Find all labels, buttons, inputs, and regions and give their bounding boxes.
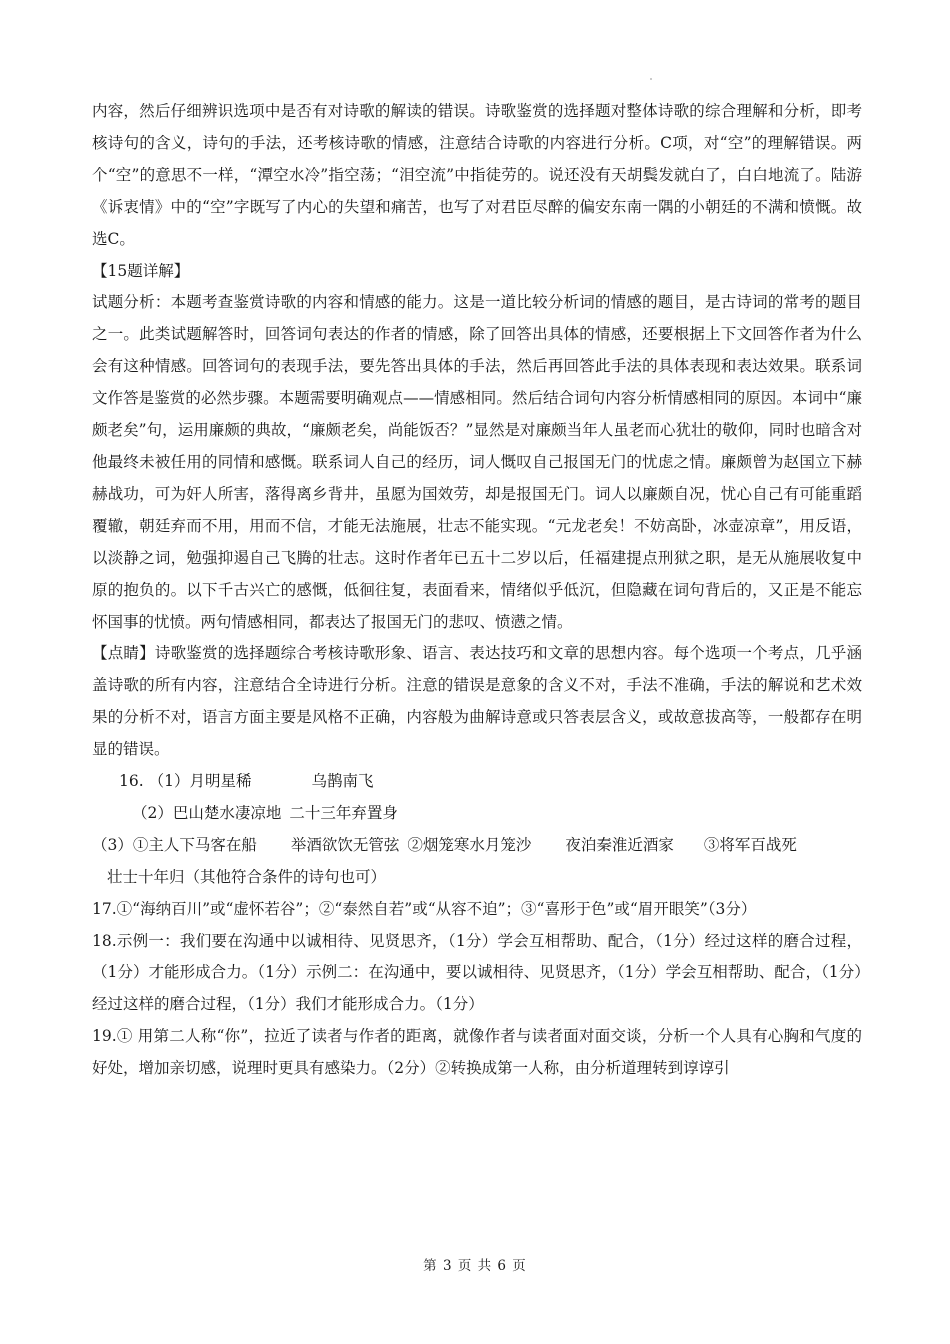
q14-analysis-paragraph: 内容，然后仔细辨识选项中是否有对诗歌的解读的错误。诗歌鉴赏的选择题对整体诗歌的综合理解和分析，即考核诗句的含义，诗句的手法，还考核诗歌的情感，注意结合诗歌的内容进行分析。C项，对“空”的理解错误。两个“空”的意思不一样，“潭空水冷”指空荡；“泪空流”中指徒劳的。说还没有天胡鬓发就白了，白白地流了。陆游《诉衷情》中的“空”字既写了内心的失望和痛苦，也写了对君臣尽醉的偏安东南一隅的小朝廷的不满和愤慨。故选C。 [92, 102, 862, 248]
q16-answer-1b: 乌鹊南飞 [311, 772, 374, 791]
scan-speck [650, 78, 652, 80]
q16-answer-1a: 16. （1）月明星稀 [119, 772, 252, 791]
q15-heading: 【15题详解】 [92, 261, 190, 280]
q15-analysis-paragraph: 试题分析：本题考查鉴赏诗歌的内容和情感的能力。这是一道比较分析词的情感的题目，是古诗词的常考的题目之一。此类试题解答时，回答词句表达的作者的情感，除了回答出具体的情感，还要根据上下文回答作者为什么会有这种情感。回答词句的表现手法，要先答出具体的手法，然后再回答此手法的具体表现和表达效果。联系词文作答是鉴赏的必然步骤。本题需要明确观点——情感相同。然后结合词句内容分析情感相同的原因。本词中“廉颇老矣”句，运用廉颇的典故，“廉颇老矣，尚能饭否？”显然是对廉颇当年人虽老而心犹壮的敬仰，同时也暗含对他最终未被任用的同情和感慨。联系词人自己的经历，词人慨叹自己报国无门的忧虑之情。廉颇曾为赵国立下赫赫战功，可为奸人所害，落得离乡背井，虽愿为国效劳，却是报国无门。词人以廉颇自况，忧心自己有可能重蹈覆辙，朝廷弃而不用，用而不信，才能无法施展，壮志不能实现。“元龙老矣！不妨高卧，冰壶凉章”，用反语，以淡静之词，勉强抑遏自己飞腾的壮志。这时作者年已五十二岁以后，任福建提点刑狱之职，是无从施展收复中原的抱负的。以下千古兴亡的感慨，低徊往复，表面看来，情绪似乎低沉，但隐藏在词句背后的，又正是不能忘怀国事的忧愤。两句情感相同，都表达了报国无门的悲叹、愤懑之情。 [92, 293, 862, 631]
q16-answer-3e: ③将军百战死 [703, 835, 797, 854]
q16-line-1 [92, 766, 862, 798]
dianjing-text: 诗歌鉴赏的选择题综合考核诗歌形象、语言、表达技巧和文章的思想内容。每个选项一个考点，几乎涵盖诗歌的所有内容，注意结合全诗进行分析。注意的错误是意象的含义不对，手法不准确，手法的解说和艺术效果的分析不对，语言方面主要是风格不正确，内容般为曲解诗意或只答表层含义，或故意拔高等，一般都存在明显的错误。 [92, 644, 862, 759]
q16-line-3 [92, 830, 862, 862]
q16-answer-3d: 夜泊秦淮近酒家 [565, 835, 674, 854]
q17-answer: 17.①“海纳百川”或“虚怀若谷”；②“泰然自若”或“从容不迫”；③“喜形于色”或“眉开眼笑”（3分） [92, 899, 757, 918]
page-footer: 第 3 页 共 6 页 [423, 1258, 527, 1274]
q16-line-2 [92, 798, 862, 830]
q16-line-4: 壮士十年归（其他符合条件的诗句也可） [107, 867, 387, 886]
q16-answer-2b: 二十三年弃置身 [289, 803, 398, 822]
q18-answer: 18.示例一：我们要在沟通中以诚相待、见贤思齐，（1分）学会互相帮助、配合，（1分）经过这样的磨合过程，（1分）才能形成合力。（1分）示例二：在沟通中，要以诚相待、见贤思齐，（1分）学会互相帮助、配合，（1分）经过这样的磨合过程，（1分）我们才能形成合力。（1分） [92, 931, 862, 1014]
answer-body [92, 96, 862, 1085]
q16-answer-3c: ②烟笼寒水月笼沙 [407, 835, 532, 854]
q19-answer: 19.① 用第二人称“你”，拉近了读者与作者的距离，就像作者与读者面对面交谈，分析一个人具有心胸和气度的好处，增加亲切感，说理时更具有感染力。（2分）②转换成第一人称，由分析道理转到谆谆引 [92, 1027, 862, 1078]
q16-answer-2a: （2）巴山楚水凄凉地 [132, 803, 282, 822]
q16-answer-3b: 举酒欲饮无管弦 [290, 835, 400, 854]
dianjing-label: 【点睛】 [92, 644, 155, 663]
q16-answer-3a: （3）①主人下马客在船 [92, 835, 257, 854]
dianjing-paragraph [92, 638, 862, 766]
